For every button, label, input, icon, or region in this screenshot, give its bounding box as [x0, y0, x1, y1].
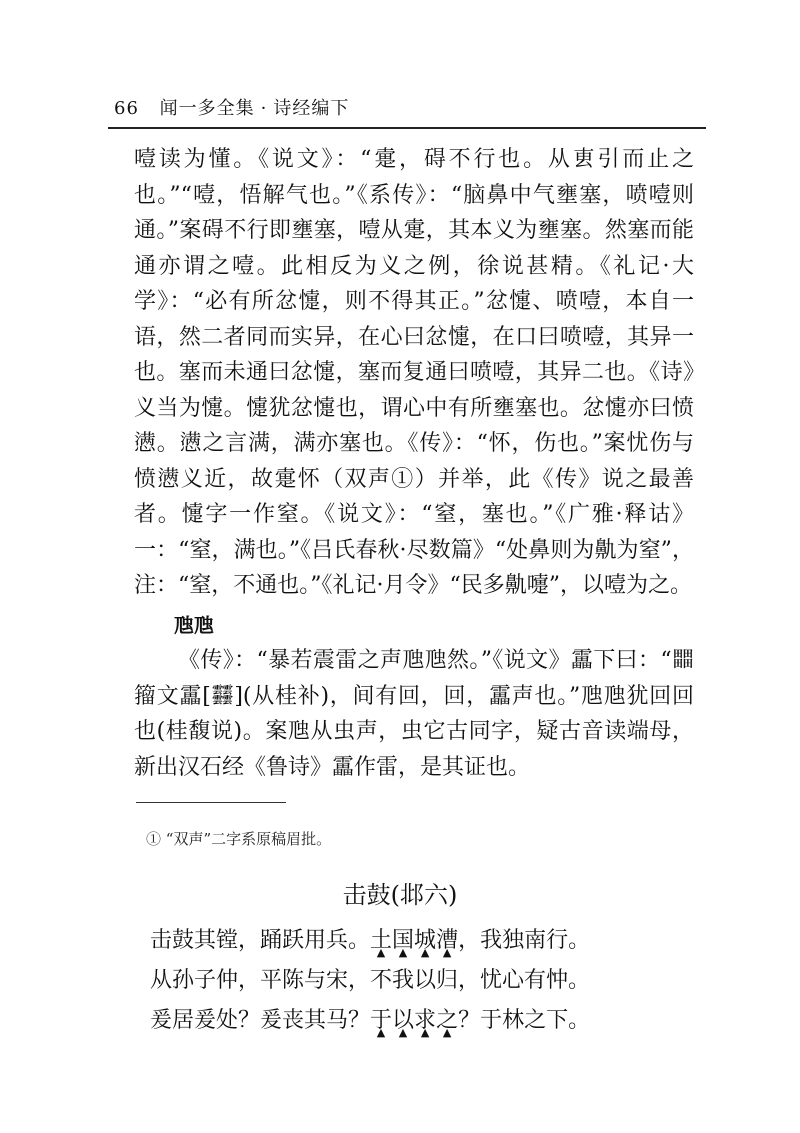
- poem-line-1-end: ，我独南行。: [458, 928, 591, 953]
- main-text: [134, 142, 694, 785]
- emphasized-char: 以 ▲: [392, 1005, 414, 1037]
- book-title: 闻一多全集: [159, 98, 255, 119]
- emphasized-char: 城 ▲: [414, 925, 436, 957]
- poem-line-3: [150, 1005, 710, 1045]
- poem-line-2: 从孙子仲，平陈与宋，不我以归，忧心有忡。: [150, 968, 591, 993]
- paragraph-1: [134, 142, 694, 604]
- poem-title: 击鼓(邶六): [342, 881, 458, 909]
- running-header: [114, 94, 349, 120]
- footnote-rule: [136, 802, 286, 803]
- emphasized-char: 国 ▲: [392, 925, 414, 957]
- page-number: 66: [114, 98, 139, 119]
- paragraph-2: 《传》：“暴若震雷之声虺虺然。”《说文》靁下曰：“𤳳籀文靁[𩇔](从桂补)，间有回，回，靁声也。”虺虺犹回回也(桂馥说)。案虺从虫声，虫它古同字，疑古音读端母，新出汉石经《鲁诗》靁作雷，是其证也。: [134, 648, 694, 780]
- volume-title: 诗经编下: [273, 98, 350, 119]
- emphasized-char: 漕 ▲: [436, 925, 458, 957]
- header-rule: [108, 127, 706, 129]
- paragraph-1-tail: ）并举，此《传》说之最善者。懥字一作窒。《说文》：“窒，塞也。”《广雅·释诂》一：“窒，满也。”《吕氏春秋·尽数篇》“处鼻则为鼽为窒”，注：“窒，不通也。”《礼记·月令》“民多鼽嚏”，以噎为之。: [134, 466, 694, 598]
- emphasized-char: 之 ▲: [436, 1005, 458, 1037]
- footnote: [146, 828, 331, 849]
- header-separator: ·: [260, 98, 268, 119]
- subheading: 虺虺: [174, 612, 214, 637]
- poem-line-3-end: ？于林之下。: [458, 1008, 591, 1033]
- emphasized-char: 土 ▲: [370, 925, 392, 957]
- footnote-ref: ①: [391, 466, 415, 492]
- poem-line-3-start: 爰居爰处？爰丧其马？: [150, 1008, 371, 1033]
- poem-line-1: [150, 925, 710, 965]
- emphasized-char: 于 ▲: [370, 1005, 392, 1037]
- paragraph-1-text: 噎读为懂。《说文》：“疐，碍不行也。从叀引而止之也。”“噎，悟解气也。”《系传》：“脑鼻中气壅塞，喷噎则通。”案碍不行即壅塞，噎从疐，其本义为壅塞。然塞而能通亦谓之噎。此相反为义之例，徐说甚精。《礼记·大学》：“必有所忿懥，则不得其正。”忿懥、喷噎，本自一语，然二者同而实异，在心曰忿懥，在口曰喷噎，其异一也。塞而未通曰忿懥，塞而复通曰喷噎，其异二也。《诗》义当为懥。懥犹忿懥也，谓心中有所壅塞也。忿懥亦曰愤懑。懑之言满，满亦塞也。《传》：“怀，伤也。”案忧伤与愤懑义近，故疐怀（双声: [134, 147, 694, 492]
- poem: [150, 925, 710, 1045]
- footnote-marker: ①: [146, 830, 162, 848]
- emphasized-char: 求 ▲: [414, 1005, 436, 1037]
- poem-line-1-start: 击鼓其镗，踊跃用兵。: [150, 928, 371, 953]
- footnote-text: “双声”二字系原稿眉批。: [165, 830, 332, 848]
